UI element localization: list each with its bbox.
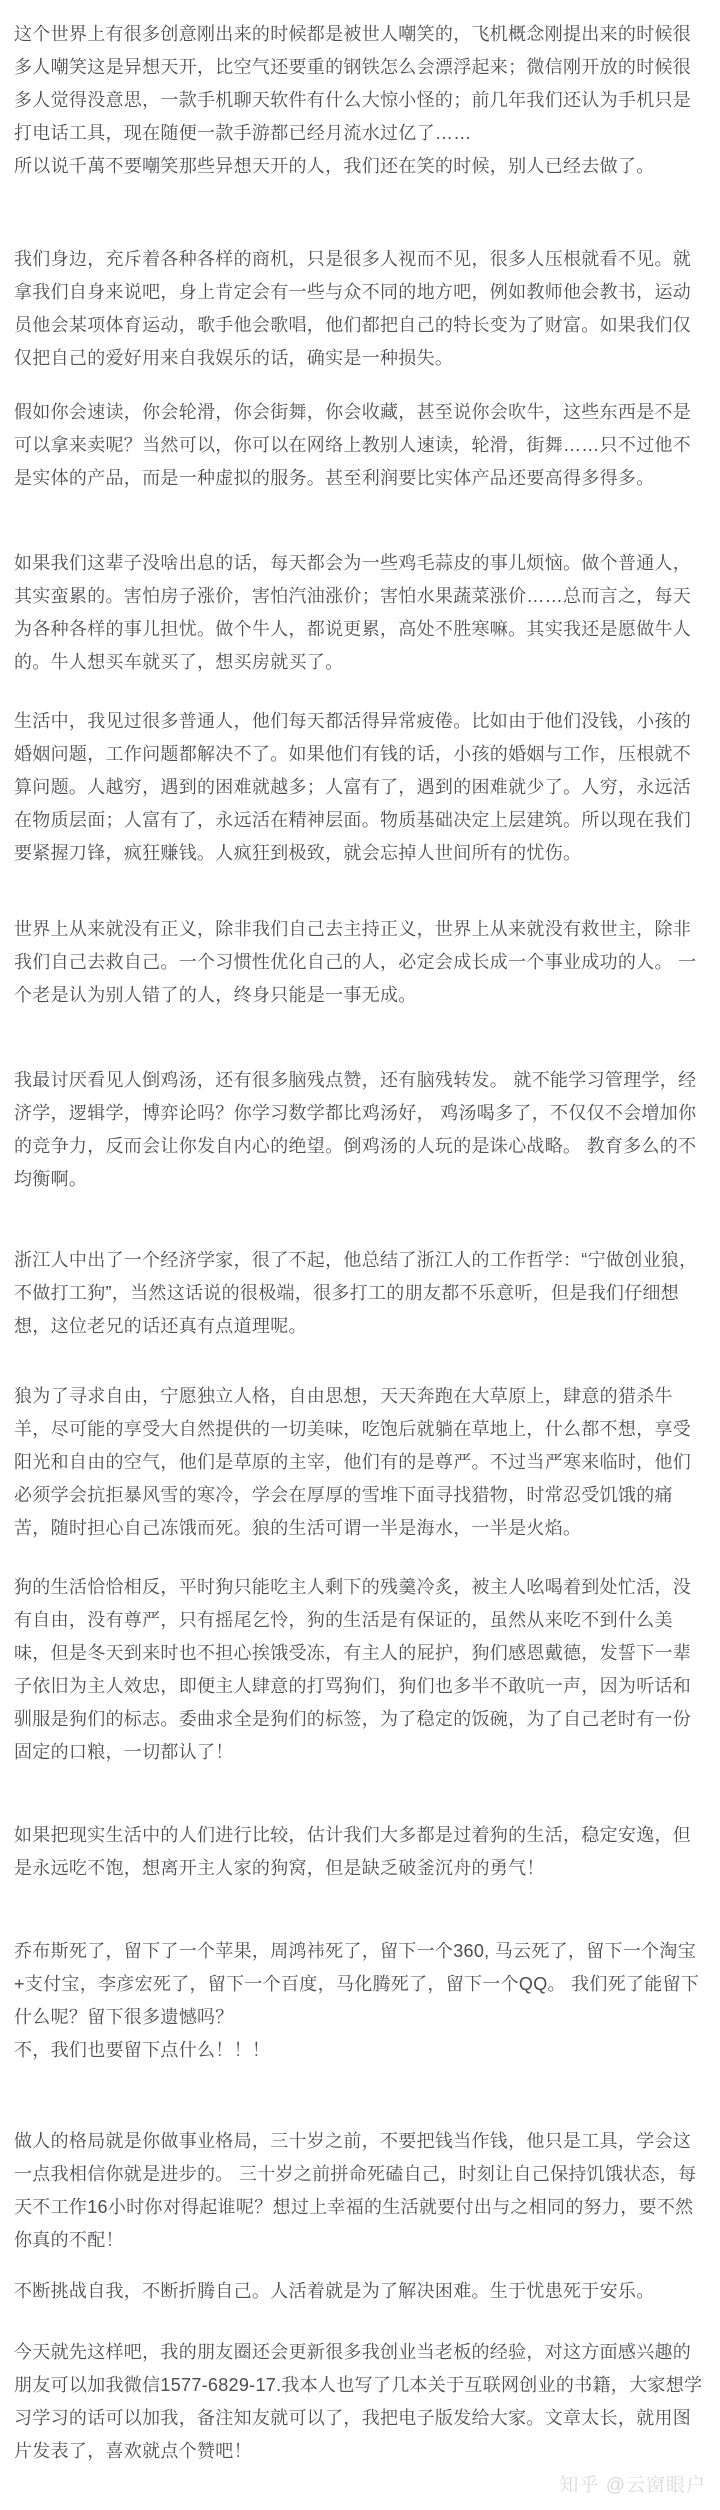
article-paragraph <box>14 243 706 375</box>
paragraph-text: 所以说千萬不要嘲笑那些异想天开的人，我们还在笑的时候，别人已经去做了。 <box>14 156 655 176</box>
article-paragraph <box>14 913 706 1012</box>
paragraph-text: 生活中，我见过很多普通人，他们每天都活得异常疲倦。比如由于他们没钱，小孩的婚姻问题，工作问题都解决不了。如果他们有钱的话，小孩的婚姻与工作，压根就不算问题。人越穷，遇到的困难就越多；人富有了，遇到的困难就少了。人穷，永远活在物质层面；人富有了，永远活在精神层面。物质基础决定上层建筑。所以现在我们要紧握刀锋，疯狂赚钱。人疯狂到极致，就会忘掉人世间所有的忧伤。 <box>14 711 692 863</box>
paragraph-text: 我最讨厌看见人倒鸡汤，还有很多脑残点赞，还有脑残转发。 就不能学习管理学，经济学，逻辑学，博弈论吗？你学习数学都比鸡汤好， 鸡汤喝多了，不仅仅不会增加你的竞争力，反而会让你发自内心的绝望。倒鸡汤的人玩的是诛心战略。 教育多么的不均衡啊。 <box>14 1070 697 1189</box>
zhihu-watermark <box>14 2472 706 2500</box>
watermark-text: 知乎 @云窗眼户 <box>559 2475 706 2496</box>
paragraph-text: 这个世界上有很多创意刚出来的时候都是被世人嘲笑的，飞机概念刚提出来的时候很多人嘲笑这是异想天开，比空气还要重的钢铁怎么会漂浮起来；微信刚开放的时候很多人觉得没意思，一款手机聊天软件有什么大惊小怪的；前几年我们还认为手机只是打电话工具，现在随便一款手游都已经月流水过亿了…… <box>14 24 692 143</box>
paragraph-text: 不断挑战自我，不断折腾自己。人活着就是为了解决困难。生于忧患死于安乐。 <box>14 2281 655 2301</box>
paragraph-text: 如果我们这辈子没啥出息的话，每天都会为一些鸡毛蒜皮的事儿烦恼。做个普通人，其实蛮累的。害怕房子涨价，害怕汽油涨价；害怕水果蔬菜涨价……总而言之，每天为各种各样的事儿担忧。做个牛人，都说更累，高处不胜寒嘛。其实我还是愿做牛人的。牛人想买车就买了，想买房就买了。 <box>14 553 692 672</box>
article-paragraph <box>14 396 706 495</box>
article-paragraph <box>14 1064 706 1196</box>
paragraph-text: 狗的生活恰恰相反，平时狗只能吃主人剩下的残羹冷炙，被主人吆喝着到处忙活，没有自由，没有尊严，只有摇尾乞怜，狗的生活是有保证的，虽然从来吃不到什么美味，但是冬天到来时也不担心挨饿受冻，有主人的屁护，狗们感恩戴德，发誓下一辈子依旧为主人效忠，即便主人肆意的打骂狗们，狗们也多半不敢吭一声，因为听话和驯服是狗们的标志。委曲求全是狗们的标签，为了稳定的饭碗，为了自己老时有一份固定的口粮，一切都认了！ <box>14 1577 692 1762</box>
paragraph-text: 如果把现实生活中的人们进行比较，估计我们大多都是过着狗的生活，稳定安逸，但是永远吃不饱，想离开主人家的狗窝，但是缺乏破釜沉舟的勇气！ <box>14 1825 692 1878</box>
paragraph-text: 世界上从来就没有正义，除非我们自己去主持正义，世界上从来就没有救世主，除非我们自己去救自己。一个习惯性优化自己的人，必定会成长成一个事业成功的人。 一个老是认为别人错了的人，终身只能是一事无成。 <box>14 919 697 1005</box>
paragraph-text: 狼为了寻求自由，宁愿独立人格，自由思想，天天奔跑在大草原上，肆意的猎杀牛羊，尽可能的享受大自然提供的一切美味，吃饱后就躺在草地上，什么都不想，享受阳光和自由的空气，他们是草原的主宰，他们有的是尊严。不过当严寒来临时，他们必须学会抗拒暴风雪的寒冷，学会在厚厚的雪堆下面寻找猎物，时常忍受饥饿的痛苦，随时担心自己冻饿而死。狼的生活可谓一半是海水，一半是火焰。 <box>14 1386 692 1538</box>
paragraph-text: 乔布斯死了，留下了一个苹果，周鸿祎死了，留下一个360, 马云死了，留下一个淘宝+支付宝，李彦宏死了，留下一个百度，马化腾死了，留下一个QQ。 我们死了能留下什么呢？留下很多遗憾吗？ <box>14 1941 700 2027</box>
article-paragraph <box>14 547 706 679</box>
article-paragraph <box>14 1571 706 1769</box>
paragraph-text: 不，我们也要留下点什么！！！ <box>14 2040 271 2060</box>
paragraph-text: 做人的格局就是你做事业格局，三十岁之前，不要把钱当作钱，他只是工具，学会这一点我相信你就是进步的。 三十岁之前拼命死磕自己，时刻让自己保持饥饿状态，每天不工作16小时你对得起谁呢？想过上幸福的生活就要付出与之相同的努力，要不然你真的不配！ <box>14 2131 697 2250</box>
article-paragraph <box>14 1935 706 2067</box>
article-paragraph <box>14 2125 706 2257</box>
paragraph-text: 浙江人中出了一个经济学家，很了不起，他总结了浙江人的工作哲学：“宁做创业狼，不做打工狗”，当然这话说的很极端，很多打工的朋友都不乐意听，但是我们仔细想想，这位老兄的话还真有点道理呢。 <box>14 1250 698 1336</box>
article-paragraph <box>14 1819 706 1885</box>
article-paragraph <box>14 705 706 870</box>
article-paragraph <box>14 18 706 183</box>
paragraph-text: 我们身边，充斥着各种各样的商机，只是很多人视而不见，很多人压根就看不见。就拿我们自身来说吧，身上肯定会有一些与众不同的地方吧，例如教师他会教书，运动员他会某项体育运动，歌手他会歌唱，他们都把自己的特长变为了财富。如果我们仅仅把自己的爱好用来自我娱乐的话，确实是一种损失。 <box>14 249 692 368</box>
article-paragraph <box>14 2336 706 2468</box>
article-paragraph <box>14 2275 706 2308</box>
paragraph-text: 假如你会速读，你会轮滑，你会街舞，你会收藏，甚至说你会吹牛，这些东西是不是可以拿来卖呢？当然可以，你可以在网络上教别人速读，轮滑，街舞……只不过他不是实体的产品，而是一种虚拟的服务。甚至利润要比实体产品还要高得多得多。 <box>14 402 692 488</box>
article-paragraph <box>14 1380 706 1545</box>
paragraph-text: 今天就先这样吧，我的朋友圈还会更新很多我创业当老板的经验，对这方面感兴趣的朋友可以加我微信1577-6829-17.我本人也写了几本关于互联网创业的书籍，大家想学习学习的话可以加我，备注知友就可以了，我把电子版发给大家。文章太长，就用图片发表了，喜欢就点个赞吧！ <box>14 2342 703 2461</box>
article-paragraph <box>14 1244 706 1343</box>
